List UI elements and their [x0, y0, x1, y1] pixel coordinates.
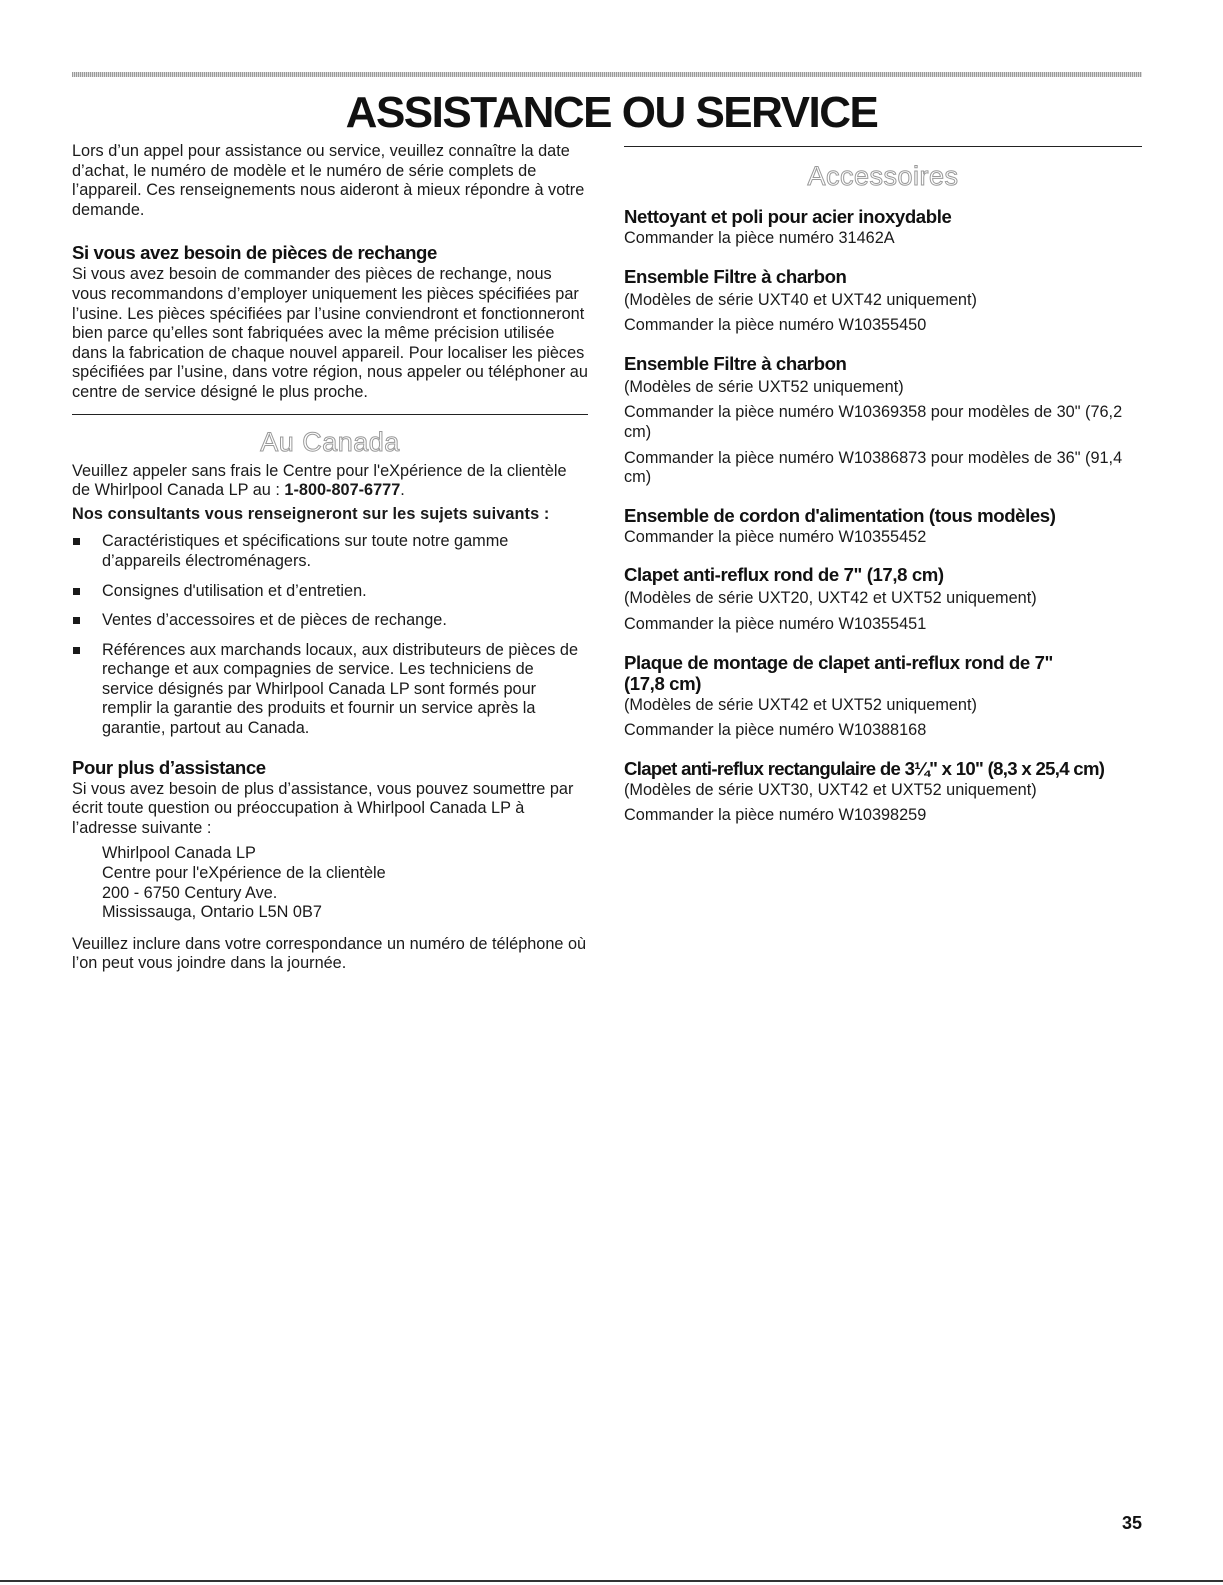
- address-line: Mississauga, Ontario L5N 0B7: [102, 903, 322, 922]
- accessory-line: Commander la pièce numéro W10398259: [624, 806, 927, 825]
- accessory-item: [624, 564, 1142, 634]
- address-line: Whirlpool Canada LP: [102, 844, 256, 863]
- address-line: Centre pour l'eXpérience de la clientèle: [102, 864, 386, 883]
- accessory-item: [624, 652, 1142, 741]
- list-item-text: Consignes d'utilisation et d’entretien.: [102, 581, 367, 600]
- accessory-heading: Clapet anti-reflux rectangulaire de 3¼" x 10" (8,3 x 25,4 cm): [624, 757, 1105, 779]
- accessory-line: (Modèles de série UXT52 uniquement): [624, 377, 904, 396]
- list-item: [72, 611, 588, 631]
- canada-call-end: .: [400, 481, 405, 500]
- accessory-item: [624, 206, 1142, 249]
- accessory-line: Commander la pièce numéro 31462A: [624, 229, 895, 247]
- canada-phone-number: 1-800-807-6777: [284, 481, 401, 500]
- list-item: [72, 582, 588, 602]
- accessory-heading: Ensemble Filtre à charbon: [624, 352, 847, 374]
- accessory-item: [624, 758, 1142, 826]
- accessory-heading: Ensemble Filtre à charbon: [624, 265, 847, 287]
- list-item-text: Caractéristiques et spécifications sur toute notre gamme d’appareils électroménagers.: [102, 532, 509, 570]
- accessory-heading: Plaque de montage de clapet anti-reflux rond de 7" (17,8 cm): [624, 651, 1053, 694]
- accessories-title: Accessoires: [807, 161, 959, 191]
- accessory-line: Commander la pièce numéro W10355450: [624, 316, 927, 335]
- page-number: 35: [1121, 1513, 1142, 1533]
- list-item-text: Ventes d’accessoires et de pièces de rechange.: [102, 611, 447, 630]
- canada-title: Au Canada: [260, 426, 400, 457]
- consultants-topic-list: [72, 532, 588, 738]
- square-bullet-icon: [73, 538, 80, 545]
- canada-call-label: Veuillez appeler sans frais le Centre pour l'eXpérience de la clientèle de Whirlpool Canada LP au :: [72, 461, 567, 500]
- accessory-item: [624, 353, 1142, 488]
- accessory-line: Commander la pièce numéro W10355452: [624, 527, 927, 546]
- more-assistance-heading: Pour plus d’assistance: [72, 756, 266, 778]
- accessory-line: Commander la pièce numéro W10386873 pour modèles de 36" (91,4 cm): [624, 448, 1123, 487]
- footer-rule: [0, 1580, 1223, 1582]
- accessories-divider: [624, 146, 1142, 147]
- list-item-text: Références aux marchands locaux, aux distributeurs de pièces de rechange et aux compagnies de service. Les techniciens de service désignés par Whirlpool Canada LP sont formés pour remplir la garantie des produits et fournir un service après la garantie, partout au Canada.: [102, 640, 579, 738]
- accessory-line: Commander la pièce numéro W10369358 pour modèles de 30" (76,2 cm): [624, 403, 1123, 441]
- more-assistance-body: Si vous avez besoin de plus d’assistance, vous pouvez soumettre par écrit toute question ou préoccupation à Whirlpool Canada LP à l’adresse suivante :: [72, 779, 574, 837]
- address-line: 200 - 6750 Century Ave.: [102, 883, 278, 902]
- accessory-line: (Modèles de série UXT20, UXT42 et UXT52 uniquement): [624, 589, 1037, 608]
- replacement-parts-heading: Si vous avez besoin de pièces de rechange: [72, 242, 437, 264]
- accessory-heading: Clapet anti-reflux rond de 7" (17,8 cm): [624, 564, 944, 586]
- page-title: ASSISTANCE OU SERVICE: [345, 88, 878, 137]
- canada-divider: [72, 414, 588, 415]
- accessory-line: Commander la pièce numéro W10388168: [624, 721, 927, 740]
- more-assistance-closing: Veuillez inclure dans votre correspondance un numéro de téléphone où l’on peut vous joindre dans la journée.: [72, 934, 587, 973]
- accessory-line: (Modèles de série UXT40 et UXT42 uniquement): [624, 290, 977, 309]
- list-item: [72, 641, 588, 739]
- intro-paragraph: Lors d’un appel pour assistance ou service, veuillez connaître la date d’achat, le numéro de modèle et le numéro de série complets de l’appareil. Ces renseignements nous aideront à mieux répondre à votre demande.: [72, 142, 585, 219]
- accessory-line: (Modèles de série UXT42 et UXT52 uniquement): [624, 695, 977, 714]
- square-bullet-icon: [73, 588, 80, 595]
- replacement-parts-body: Si vous avez besoin de commander des pièces de rechange, nous vous recommandons d’employer uniquement les pièces spécifiées par l’usine. Les pièces spécifiées par l’usine conviendront et fonctionneront bien parce qu’elles sont fabriquées avec la même précision utilisée dans la fabrication de chaque nouvel appareil. Pour localiser les pièces spécifiées par l’usine, dans votre région, nous appeler ou téléphoner au centre de service désigné le plus proche.: [72, 265, 588, 401]
- square-bullet-icon: [73, 617, 80, 624]
- accessory-item: [624, 505, 1142, 548]
- canada-call-text: [72, 462, 588, 501]
- accessory-line: Commander la pièce numéro W10355451: [624, 614, 927, 633]
- left-column: [72, 142, 588, 974]
- accessory-heading: Nettoyant et poli pour acier inoxydable: [624, 206, 952, 227]
- header-rule: [72, 72, 1142, 77]
- accessory-line: (Modèles de série UXT30, UXT42 et UXT52 uniquement): [624, 780, 1037, 799]
- mailing-address: [72, 844, 588, 922]
- list-item: [72, 532, 588, 571]
- square-bullet-icon: [73, 647, 80, 654]
- consultants-heading: Nos consultants vous renseigneront sur les sujets suivants :: [72, 504, 550, 523]
- right-column: [624, 142, 1142, 826]
- accessory-heading: Ensemble de cordon d'alimentation (tous modèles): [624, 504, 1056, 526]
- accessory-item: [624, 266, 1142, 336]
